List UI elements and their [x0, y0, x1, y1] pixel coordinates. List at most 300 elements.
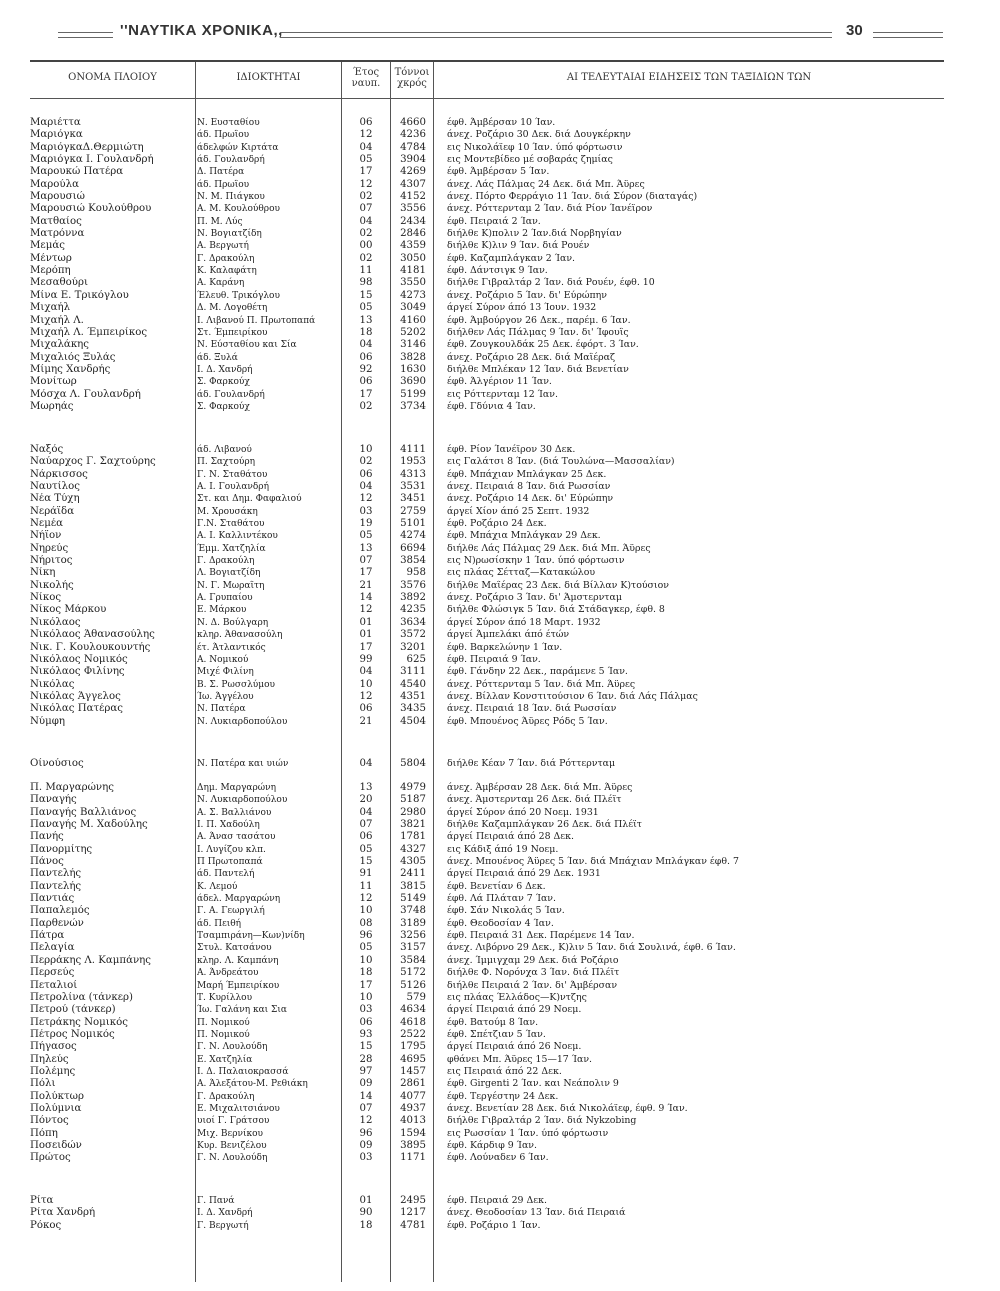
tonnage: 4327	[400, 843, 426, 855]
table-row	[30, 1103, 944, 1115]
table-row	[30, 179, 944, 191]
table-row	[30, 1207, 944, 1219]
build-year: 02	[359, 252, 373, 264]
owners: Γ. Βεργωτή	[197, 1220, 249, 1231]
owners: Α. Ι. Καλλιντέκου	[197, 531, 278, 542]
owners: Τσαμπιράνη—Κων)νίδη	[197, 931, 305, 942]
page-header	[58, 18, 943, 48]
header-rule-middle	[280, 32, 832, 38]
table-row	[30, 1220, 944, 1232]
table-row	[30, 758, 944, 770]
build-year: 15	[359, 856, 373, 868]
header-bottom-rule	[30, 98, 944, 99]
ship-name: Νέα Τύχη	[30, 493, 80, 505]
table-row	[30, 868, 944, 880]
ship-group-p	[30, 782, 944, 1165]
owners: άδ. Πρωΐου	[197, 130, 250, 141]
table-row	[30, 481, 944, 493]
tonnage: 1630	[400, 363, 426, 375]
build-year: 02	[359, 456, 373, 468]
build-year: 12	[359, 604, 373, 616]
table-row	[30, 716, 944, 728]
table-row	[30, 831, 944, 843]
tonnage: 625	[406, 653, 426, 665]
build-year: 07	[359, 819, 373, 831]
owners: Κυρ. Βενιζέλου	[197, 1140, 267, 1151]
column-header-tons: Τόννοι χκρός	[394, 67, 430, 89]
table-row	[30, 819, 944, 831]
table-row	[30, 918, 944, 930]
latest-news: έφθ. Θεοδοσίαν 4 Ίαν.	[447, 917, 554, 929]
build-year: 20	[359, 794, 373, 806]
latest-news: άνεχ. Ίμμιγχαμ 29 Δεκ. διά Ροζάριο	[447, 954, 619, 966]
tonnage: 1795	[400, 1041, 426, 1053]
tonnage: 3892	[400, 592, 426, 604]
ship-name: Πηλεύς	[30, 1053, 69, 1065]
owners: Ε. Χατζηλία	[197, 1054, 253, 1065]
table-row	[30, 1195, 944, 1207]
latest-news: άνεχ. Λιβόρνο 29 Δεκ., Κ)λιν 5 Ίαν. διά Σουλινά, έφθ. 6 Ίαν.	[447, 942, 736, 954]
page-number: 30	[846, 22, 863, 39]
latest-news: εις πλάας Έλλάδος—Κ)ντζης	[447, 991, 587, 1003]
build-year: 02	[359, 228, 373, 240]
table-row	[30, 592, 944, 604]
ship-name: Πήγασος	[30, 1041, 77, 1053]
ship-name: Νικόλας	[30, 678, 75, 690]
owners: Στυλ. Κατσάνου	[197, 943, 272, 954]
latest-news: άνεχ. Άμβέρσαν 28 Δεκ. διά Μπ. Άϋρες	[447, 782, 633, 793]
ship-name: Νήριτος	[30, 555, 73, 567]
ship-name: Νάρκισσος	[30, 468, 88, 480]
ship-name: Νίκη	[30, 567, 56, 579]
tonnage: 4273	[400, 289, 426, 301]
build-year: 05	[359, 154, 373, 166]
table-row	[30, 191, 944, 203]
latest-news: άργεί Πειραιά άπό 29 Δεκ. 1931	[447, 868, 601, 880]
latest-news: έφθ. Girgenti 2 Ίαν. και Νεάπολιν 9	[447, 1078, 619, 1090]
build-year: 96	[359, 1127, 373, 1139]
table-row	[30, 339, 944, 351]
table-row	[30, 1054, 944, 1066]
ship-name: Μαρουσιώ	[30, 191, 85, 203]
tonnage: 579	[406, 991, 426, 1003]
latest-news: άνεχ. Λάς Πάλμας 24 Δεκ. διά Μπ. Άϋρες	[447, 178, 645, 190]
ship-name: Μιχαήλ	[30, 302, 71, 314]
tonnage: 5149	[400, 893, 426, 905]
build-year: 17	[359, 388, 373, 400]
owners: έτ. Άτλαντικός	[197, 642, 266, 653]
table-row	[30, 302, 944, 314]
table-row	[30, 642, 944, 654]
tonnage: 2495	[400, 1195, 426, 1206]
latest-news: άργεί Σύρον άπό 13 Ίουν. 1932	[447, 302, 597, 314]
table-row	[30, 315, 944, 327]
build-year: 05	[359, 942, 373, 954]
build-year: 18	[359, 1219, 373, 1231]
latest-news: έφθ. Σάν Νικολάς 5 Ίαν.	[447, 905, 565, 917]
tonnage: 5172	[400, 967, 426, 979]
table-row	[30, 444, 944, 456]
ship-name: Ρόκος	[30, 1219, 62, 1231]
owners: Α. Καράνη	[197, 278, 245, 289]
owners: Γ. Δρακούλη	[197, 1091, 255, 1102]
latest-news: άργεί Σύρον άπό 20 Νοεμ. 1931	[447, 806, 599, 818]
table-row	[30, 1041, 944, 1053]
tonnage: 3821	[400, 819, 426, 831]
owners: Δ. Μ. Λογοθέτη	[197, 303, 268, 314]
ship-name: Παπαλεμός	[30, 905, 90, 917]
owners: Π. Μ. Λύς	[197, 216, 243, 227]
ship-name: Μαριόγκα	[30, 129, 83, 141]
build-year: 99	[359, 653, 373, 665]
owners: άδ. Γουλανδρή	[197, 389, 265, 400]
owners: άδ. Πειθή	[197, 918, 242, 929]
owners: Ν. Πατέρα και υιών	[197, 759, 289, 769]
owners: Ι. Λυγίζου κλπ.	[197, 844, 266, 855]
ship-name: Ναυτίλος	[30, 481, 80, 493]
build-year: 90	[359, 1207, 373, 1219]
table-row	[30, 1017, 944, 1029]
latest-news: διήλθε Λάς Πάλμας 29 Δεκ. διά Μπ. Άϋρες	[447, 542, 651, 554]
tonnage: 4181	[400, 265, 426, 277]
latest-news: έφθ. Βατούμ 8 Ίαν.	[447, 1016, 539, 1028]
table-row	[30, 166, 944, 178]
table-row	[30, 1078, 944, 1090]
ship-name: Μιχαλιός Ξυλάς	[30, 351, 116, 363]
build-year: 02	[359, 191, 373, 203]
owners: κληρ. Άθανασούλη	[197, 630, 283, 641]
ship-name: Πανής	[30, 831, 64, 843]
ship-name: Ναύαρχος Γ. Σαχτούρης	[30, 456, 156, 468]
ship-name: Πανορμίτης	[30, 843, 93, 855]
owners: Ν. Βογιατζίδη	[197, 229, 262, 240]
latest-news: άνεχ. Θεοδοσίαν 13 Ίαν. διά Πειραιά	[447, 1207, 626, 1219]
build-year: 02	[359, 400, 373, 412]
table-row	[30, 543, 944, 555]
table-row	[30, 518, 944, 530]
owners: Τ. Κυρίλλου	[197, 992, 253, 1003]
table-row	[30, 893, 944, 905]
owners: Β. Σ. Ρωσσλύμου	[197, 679, 276, 690]
tonnage: 3904	[400, 154, 426, 166]
owners: Γ. Πανά	[197, 1196, 235, 1206]
table-row	[30, 555, 944, 567]
build-year: 21	[359, 579, 373, 591]
owners: Α. Σ. Βαλλιάνου	[197, 807, 272, 818]
ship-name: Μεμάς	[30, 240, 65, 252]
owners: Γ. Ν. Λουλούδη	[197, 1042, 268, 1053]
tonnage: 5202	[400, 326, 426, 338]
ship-name: Ρίτα	[30, 1195, 54, 1206]
ship-name: Οίνούσιος	[30, 758, 84, 769]
table-row	[30, 265, 944, 277]
latest-news: εις Ρωσσίαν 1 Ίαν. ύπό φόρτωσιν	[447, 1127, 609, 1139]
tonnage: 2522	[400, 1028, 426, 1040]
latest-news: εις Νικολάϊεφ 10 Ίαν. ύπό φόρτωσιν	[447, 141, 623, 153]
latest-news: άργεί Άμπελάκι άπό έτών	[447, 629, 570, 641]
build-year: 03	[359, 1152, 373, 1164]
table-row	[30, 469, 944, 481]
ship-group-m	[30, 117, 944, 413]
latest-news: εις Γαλάτσι 8 Ίαν. (διά Τουλώνα—Μασσαλίαν)	[447, 456, 675, 468]
latest-news: έφθ. Γάνδην 22 Δεκ., παράμενε 5 Ίαν.	[447, 666, 628, 678]
latest-news: άνεχ. Πειραιά 8 Ίαν. διά Ρωσσίαν	[447, 481, 611, 493]
latest-news: διήλθε Μπλέκαν 12 Ίαν. διά Βενετίαν	[447, 363, 629, 375]
owners: άδ. Γουλανδρή	[197, 155, 265, 166]
ship-name: Πάνος	[30, 856, 64, 868]
ship-name: Ματθαίος	[30, 215, 82, 227]
latest-news: έφθ. Ζουγκουλδάκ 25 Δεκ. έφόρτ. 3 Ίαν.	[447, 339, 639, 351]
tonnage: 4152	[400, 191, 426, 203]
tonnage: 3111	[400, 666, 426, 678]
latest-news: άργεί Σύρον άπό 18 Μαρτ. 1932	[447, 616, 601, 628]
build-year: 05	[359, 302, 373, 314]
tonnage: 4634	[400, 1004, 426, 1016]
build-year: 17	[359, 641, 373, 653]
tonnage: 1171	[400, 1152, 426, 1164]
tonnage: 3895	[400, 1139, 426, 1151]
table-row	[30, 129, 944, 141]
build-year: 17	[359, 567, 373, 579]
ship-name: Πολύκτωρ	[30, 1090, 84, 1102]
owners: Δ. Πατέρα	[197, 167, 245, 178]
tonnage: 2411	[400, 868, 426, 880]
table-row	[30, 216, 944, 228]
owners: Έμμ. Χατζηλία	[197, 543, 266, 554]
table-row	[30, 794, 944, 806]
table-row	[30, 942, 944, 954]
tonnage: 3201	[400, 641, 426, 653]
ship-name: Παντελής	[30, 868, 82, 880]
build-year: 92	[359, 363, 373, 375]
latest-news: έφθ. Ροζάριο 24 Δεκ.	[447, 518, 547, 530]
build-year: 11	[359, 265, 373, 277]
build-year: 03	[359, 1004, 373, 1016]
tonnage: 3576	[400, 579, 426, 591]
tonnage: 3556	[400, 203, 426, 215]
latest-news: έφθ. Βαρκελώνην 1 Ίαν.	[447, 641, 563, 653]
owners: Π. Νομικού	[197, 1017, 250, 1028]
latest-news: έφθ. Μπάχιαν Μπλάγκαν 25 Δεκ.	[447, 468, 607, 480]
build-year: 10	[359, 444, 373, 455]
tonnage: 4359	[400, 240, 426, 252]
ship-name: Πετράκης Νομικός	[30, 1016, 128, 1028]
table-row	[30, 228, 944, 240]
owners: Ν. Λυκιαρδοπούλου	[197, 716, 288, 727]
tonnage: 4660	[400, 117, 426, 128]
build-year: 93	[359, 1028, 373, 1040]
latest-news: εις πλάας Σέτταζ—Κατακώλου	[447, 567, 596, 579]
column-header-news: ΑΙ ΤΕΛΕΥΤΑΙΑΙ ΕΙΔΗΣΕΙΣ ΤΩΝ ΤΑΞΙΔΙΩΝ ΤΩΝ	[566, 72, 812, 83]
tonnage: 2434	[400, 215, 426, 227]
table-row	[30, 493, 944, 505]
owners: Ν. Γ. Μωραΐτη	[197, 580, 265, 591]
table-row	[30, 1152, 944, 1164]
build-year: 12	[359, 493, 373, 505]
tonnage: 4077	[400, 1090, 426, 1102]
latest-news: διήλθε Μαΐέρας 23 Δεκ. διά Βίλλαν Κ)τούσιον	[447, 579, 669, 591]
owners: Ίω. Άγγέλου	[197, 691, 254, 702]
owners: Ι. Λιβανού Π. Πρωτοπαπά	[197, 315, 316, 326]
latest-news: διήλθε Κ)λιν 9 Ίαν. διά Ρουέν	[447, 240, 590, 252]
owners: υιοί Γ. Γράτσου	[197, 1116, 270, 1127]
build-year: 06	[359, 703, 373, 715]
latest-news: διήλθε Κέαν 7 Ίαν. διά Ρόττερνταμ	[447, 758, 616, 769]
owners: Ι. Δ. Χανδρή	[197, 364, 253, 375]
latest-news: άνεχ. Ροζάριο 28 Δεκ. διά Μαΐέραζ	[447, 351, 616, 363]
tonnage: 4540	[400, 678, 426, 690]
owners: άδ. Παντελή	[197, 869, 255, 880]
ship-name: Πετρού (τάνκερ)	[30, 1004, 116, 1016]
owners: Α. Ι. Γουλανδρή	[197, 482, 269, 493]
table-row	[30, 154, 944, 166]
owners: Στ. Έμπειρίκου	[197, 327, 268, 338]
tonnage: 3550	[400, 277, 426, 289]
latest-news: εις Κάδιξ άπό 19 Νοεμ.	[447, 843, 559, 855]
ship-name: Περράκης Λ. Καμπάνης	[30, 954, 151, 966]
build-year: 01	[359, 1195, 373, 1206]
latest-news: διήλθε Φ. Νορόνχα 3 Ίαν. διά Πλέϊτ	[447, 967, 620, 979]
latest-news: διήλθε Πειραιά 2 Ίαν. δι' Άμβέρσαν	[447, 979, 618, 991]
ship-name: Μιχαήλ Λ.	[30, 314, 84, 326]
table-row	[30, 980, 944, 992]
latest-news: εις Ρόττερνταμ 12 Ίαν.	[447, 388, 558, 400]
latest-news: άνεχ. Ροζάριο 30 Δεκ. διά Δουγκέρκην	[447, 129, 631, 141]
latest-news: διήλθε Φλώσιγκ 5 Ίαν. διά Στάδαγκερ, έφθ. 8	[447, 604, 665, 616]
owners: Ν. Εύσταθίου και Σία	[197, 340, 297, 351]
table-row	[30, 352, 944, 364]
tonnage: 1953	[400, 456, 426, 468]
latest-news: έφθ. Δάντσιγκ 9 Ίαν.	[447, 265, 548, 277]
owners: Κ. Λεμού	[197, 881, 238, 892]
ship-name: Παντιάς	[30, 893, 75, 905]
tonnage: 4236	[400, 129, 426, 141]
owners: Δημ. Μαργαρώνη	[197, 783, 276, 793]
latest-news: άνεχ. Πειραιά 18 Ίαν. διά Ρωσσίαν	[447, 703, 617, 715]
ship-name: Πάτρα	[30, 930, 65, 942]
tonnage: 3256	[400, 930, 426, 942]
latest-news: εις Πειραιά άπό 22 Δεκ.	[447, 1065, 562, 1077]
owners: Π. Νομικού	[197, 1029, 250, 1040]
ship-name: Νικόλαος Άθανασούλης	[30, 629, 155, 641]
build-year: 00	[359, 240, 373, 252]
ship-name: Πόντος	[30, 1115, 69, 1127]
ship-name: Μαρούλα	[30, 178, 79, 190]
latest-news: άργεί Πειραιά άπό 28 Δεκ.	[447, 831, 574, 843]
latest-news: άνεχ. Ρόττερνταμ 2 Ίαν. διά Ρίον Ίανέϊρον	[447, 203, 653, 215]
ship-name: Πολέμης	[30, 1065, 76, 1077]
tonnage: 3531	[400, 481, 426, 493]
table-row	[30, 327, 944, 339]
tonnage: 2846	[400, 228, 426, 240]
build-year: 06	[359, 117, 373, 128]
tonnage: 3050	[400, 252, 426, 264]
build-year: 91	[359, 868, 373, 880]
ship-name: Ποσειδών	[30, 1139, 82, 1151]
latest-news: έφθ. Βενετίαν 6 Δεκ.	[447, 880, 546, 892]
tonnage: 4784	[400, 141, 426, 153]
ship-name: Νικόλας Άγγελος	[30, 690, 121, 702]
latest-news: έφθ. Ροζάριο 1 Ίαν.	[447, 1219, 541, 1231]
latest-news: άνεχ. Ρόττερνταμ 5 Ίαν. διά Μπ. Άϋρες	[447, 678, 636, 690]
latest-news: έφθ. Άλγέριον 11 Ίαν.	[447, 376, 552, 388]
latest-news: έφθ. Γδύνια 4 Ίαν.	[447, 400, 536, 412]
build-year: 12	[359, 690, 373, 702]
table-row	[30, 389, 944, 401]
build-year: 18	[359, 967, 373, 979]
table-row	[30, 506, 944, 518]
tonnage: 4504	[400, 715, 426, 727]
ship-name: Ναξός	[30, 444, 64, 455]
ship-name: Ματρόννα	[30, 228, 85, 240]
build-year: 09	[359, 1139, 373, 1151]
table-row	[30, 240, 944, 252]
table-row	[30, 364, 944, 376]
table-row	[30, 629, 944, 641]
table-row	[30, 679, 944, 691]
owners: Ν. Λυκιαρδοπούλου	[197, 795, 288, 806]
table-row	[30, 1066, 944, 1078]
tonnage: 3690	[400, 376, 426, 388]
tonnage: 4274	[400, 530, 426, 542]
build-year: 01	[359, 629, 373, 641]
latest-news: έφθ. Ρίον Ίανέϊρον 30 Δεκ.	[447, 444, 576, 455]
latest-news: φθάνει Μπ. Άϋρες 15—17 Ίαν.	[447, 1053, 593, 1065]
latest-news: άργεί Πειραιά άπό 26 Νοεμ.	[447, 1041, 582, 1053]
owners: άδ. Λιβανού	[197, 445, 252, 455]
owners: άδελφών Κιρτάτα	[197, 142, 279, 153]
owners: Γ. Ν. Λουλούδη	[197, 1153, 268, 1164]
tonnage: 5804	[400, 758, 426, 769]
owners: Σ. Φαρκούχ	[197, 377, 250, 388]
table-row	[30, 277, 944, 289]
tonnage: 3049	[400, 302, 426, 314]
tonnage: 6694	[400, 542, 426, 554]
ship-name: Νήϊον	[30, 530, 62, 542]
build-year: 06	[359, 831, 373, 843]
owners: Μιχ. Βερνίκου	[197, 1128, 264, 1139]
ship-name: Νικολής	[30, 579, 74, 591]
table-row	[30, 1091, 944, 1103]
latest-news: έφθ. Κάρδιφ 9 Ίαν.	[447, 1139, 537, 1151]
owners: Έλευθ. Τρικόγλου	[197, 290, 280, 301]
table-row	[30, 530, 944, 542]
latest-news: έφθ. Πειραιά 29 Δεκ.	[447, 1195, 547, 1206]
build-year: 06	[359, 351, 373, 363]
table-row	[30, 401, 944, 413]
table-row	[30, 955, 944, 967]
tonnage: 2861	[400, 1078, 426, 1090]
tonnage: 4235	[400, 604, 426, 616]
tonnage: 3189	[400, 917, 426, 929]
latest-news: άνεχ. Βίλλαν Κονστιτούσιον 6 Ίαν. διά Λάς Πάλμας	[447, 690, 698, 702]
build-year: 04	[359, 481, 373, 493]
table-row	[30, 691, 944, 703]
build-year: 07	[359, 203, 373, 215]
build-year: 96	[359, 930, 373, 942]
tonnage: 5101	[400, 518, 426, 530]
tonnage: 4618	[400, 1016, 426, 1028]
latest-news: άνεχ. Βενετίαν 28 Δεκ. διά Νικολάϊεφ, έφθ. 9 Ίαν.	[447, 1102, 688, 1114]
owners: Ν. Δ. Βούλγαρη	[197, 617, 269, 628]
table-row	[30, 881, 944, 893]
latest-news: έφθ. Πειραιά 2 Ίαν.	[447, 215, 541, 227]
header-rule-left	[58, 32, 113, 38]
owners: Στ. και Δημ. Φαφαλιού	[197, 494, 302, 505]
latest-news: έφθ. Μπουένος Άϋρες Ρόδς 5 Ίαν.	[447, 715, 608, 727]
owners: άδελ. Μαργαρώνη	[197, 894, 281, 905]
owners: Γ. Δρακούλη	[197, 253, 255, 264]
